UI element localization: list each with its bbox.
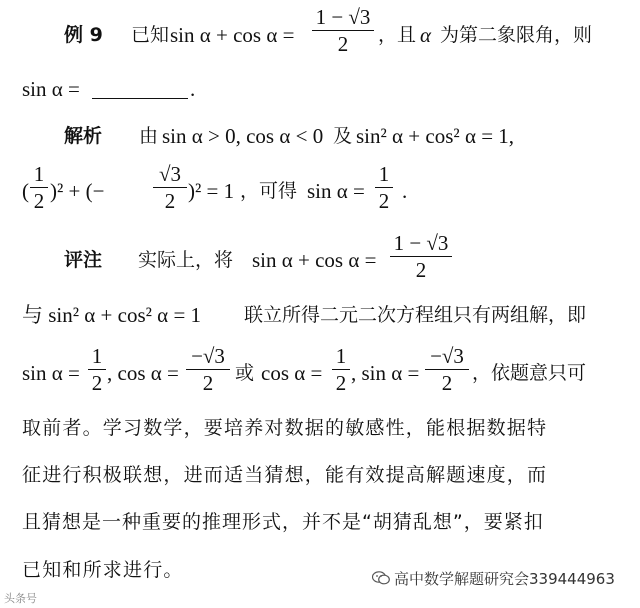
comment-fraction-1 [88,345,106,394]
analysis-label: 解析 [64,125,103,147]
analysis-result-expr: sin α = [307,179,365,203]
fraction-bar [30,187,48,188]
example-answer-expr: sin α = [22,77,80,101]
comment-l3-b: , cos α = [107,361,179,385]
fraction-bar [425,369,469,370]
fraction-bar [88,369,106,370]
analysis-open-paren: ( [22,179,29,203]
analysis-mid-expr: )² + (− [50,179,105,203]
fraction-denominator: 2 [164,189,176,213]
example-text-2: ，且 [378,24,417,46]
fraction-numerator: −√3 [430,344,464,368]
fraction-bar [390,256,452,257]
analysis-fraction-2 [153,163,187,212]
wechat-icon [372,571,390,585]
fraction-numerator: 1 [91,344,103,368]
fraction-numerator: 1 [378,162,390,186]
analysis-end: . [402,179,408,203]
fraction-denominator: 2 [378,189,390,213]
comment-label: 评注 [64,249,103,271]
fraction-bar [332,369,350,370]
fraction-denominator: 2 [441,371,453,395]
fraction-denominator: 2 [337,32,349,56]
fraction-numerator: 1 − √3 [315,5,371,29]
analysis-text-3: ，可得 [240,180,298,202]
comment-l3-c: cos α = [261,361,323,385]
fraction-numerator: 1 − √3 [393,231,449,255]
comment-l3-d: , sin α = [351,361,420,385]
comment-line-4: 取前者。学习数学，要培养对数据的敏感性，能根据数据特 [22,417,548,439]
fraction-numerator: 1 [335,344,347,368]
comment-l3-text: ，依题意只可 [472,362,587,384]
fraction-bar [153,187,187,188]
comment-expr-1: sin α + cos α = [252,248,377,272]
example-answer-end: . [190,77,196,101]
example-alpha: α [420,23,432,47]
comment-line2-expr: 与 sin² α + cos² α = 1 [22,303,202,327]
fraction-denominator: 2 [202,371,214,395]
analysis-fraction-3 [375,163,393,212]
comment-l3-a: sin α = [22,361,80,385]
watermark-left: 头条号 [4,592,37,605]
example-label: 例 9 [64,24,103,46]
fraction-denominator: 2 [33,189,45,213]
fraction-bar [312,30,374,31]
comment-fraction-3 [332,345,350,394]
comment-line-6: 且猜想是一种重要的推理形式，并不是“胡猜乱想”，要紧扣 [22,511,544,533]
comment-l3-or: 或 [235,362,255,384]
fraction-bar [375,187,393,188]
comment-line-5: 征进行积极联想，进而适当猜想，能有效提高解题速度，而 [22,464,548,486]
comment-line-7: 已知和所求进行。 [22,559,184,581]
comment-fraction-4 [425,345,469,394]
comment-line2-text: 联立所得二元二次方程组只有两组解，即 [244,304,587,326]
fraction-numerator: −√3 [191,344,225,368]
analysis-close-expr: )² = 1 [188,179,235,203]
comment-text-1: 实际上，将 [138,249,234,271]
example-text-1: 已知 [131,24,170,46]
example-text-3: 为第二象限角，则 [440,24,593,46]
fraction-bar [186,369,230,370]
analysis-fraction-1 [30,163,48,212]
fraction-denominator: 2 [335,371,347,395]
example-fraction [312,6,374,55]
analysis-expr-1: sin α > 0, cos α < 0 [162,124,324,148]
analysis-text-2: 及 [333,125,353,147]
analysis-text-1: 由 [139,125,159,147]
comment-fraction [390,232,452,281]
fraction-denominator: 2 [415,258,427,282]
fraction-denominator: 2 [91,371,103,395]
fraction-numerator: 1 [33,162,45,186]
analysis-expr-2: sin² α + cos² α = 1, [356,124,515,148]
fraction-numerator: √3 [158,162,182,186]
example-expr-1: sin α + cos α = [170,23,295,47]
watermark-right: 高中数学解题研究会339444963 [394,570,615,588]
answer-blank [92,80,188,99]
comment-fraction-2 [186,345,230,394]
